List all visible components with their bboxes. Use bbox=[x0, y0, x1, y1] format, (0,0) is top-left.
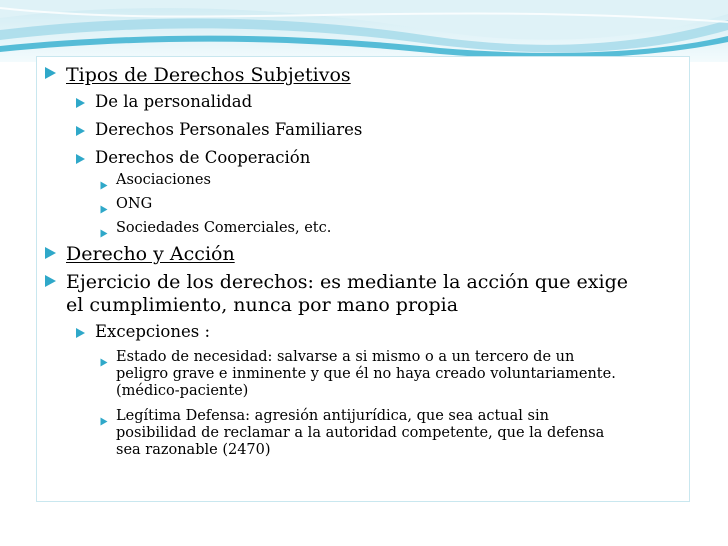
triangle-bullet-icon bbox=[75, 326, 86, 342]
bullet-estado-necesidad-line-1: Estado de necesidad: salvarse a si mismo o a un tercero de un bbox=[116, 349, 575, 365]
bullet-sociedades-comerciales: Sociedades Comerciales, etc. bbox=[116, 220, 332, 236]
bullet-legitima-defensa-line-3: sea razonable (2470) bbox=[116, 442, 271, 458]
bullet-tipos-derechos-subjetivos: Tipos de Derechos Subjetivos bbox=[66, 64, 351, 86]
triangle-bullet-icon bbox=[75, 96, 86, 112]
bullet-estado-necesidad-line-3: (médico-paciente) bbox=[116, 383, 249, 399]
bullet-derecho-y-accion: Derecho y Acción bbox=[66, 243, 235, 265]
bullet-asociaciones: Asociaciones bbox=[116, 172, 211, 188]
bullet-legitima-defensa-line-1: Legítima Defensa: agresión antijurídica, que sea actual sin bbox=[116, 408, 549, 424]
bullet-ong: ONG bbox=[116, 196, 153, 212]
bullet-derechos-de-cooperacion: Derechos de Cooperación bbox=[95, 148, 311, 167]
triangle-bullet-icon bbox=[75, 124, 86, 140]
triangle-bullet-icon bbox=[44, 246, 57, 263]
bullet-legitima-defensa-line-2: posibilidad de reclamar a la autoridad competente, que la defensa bbox=[116, 425, 605, 441]
triangle-bullet-icon bbox=[100, 225, 108, 241]
triangle-bullet-icon bbox=[100, 413, 108, 429]
bullet-excepciones: Excepciones : bbox=[95, 322, 211, 341]
bullet-estado-necesidad-line-2: peligro grave e inminente y que él no haya creado voluntariamente. bbox=[116, 366, 616, 382]
triangle-bullet-icon bbox=[100, 177, 108, 193]
triangle-bullet-icon bbox=[44, 274, 57, 291]
bullet-ejercicio-line-2: el cumplimiento, nunca por mano propia bbox=[66, 294, 459, 316]
triangle-bullet-icon bbox=[100, 201, 108, 217]
bullet-de-la-personalidad: De la personalidad bbox=[95, 92, 253, 111]
triangle-bullet-icon bbox=[100, 354, 108, 370]
bullet-derechos-personales-familiares: Derechos Personales Familiares bbox=[95, 120, 363, 139]
bullet-ejercicio-line-1: Ejercicio de los derechos: es mediante la acción que exige bbox=[66, 271, 628, 293]
triangle-bullet-icon bbox=[44, 66, 57, 83]
triangle-bullet-icon bbox=[75, 152, 86, 168]
